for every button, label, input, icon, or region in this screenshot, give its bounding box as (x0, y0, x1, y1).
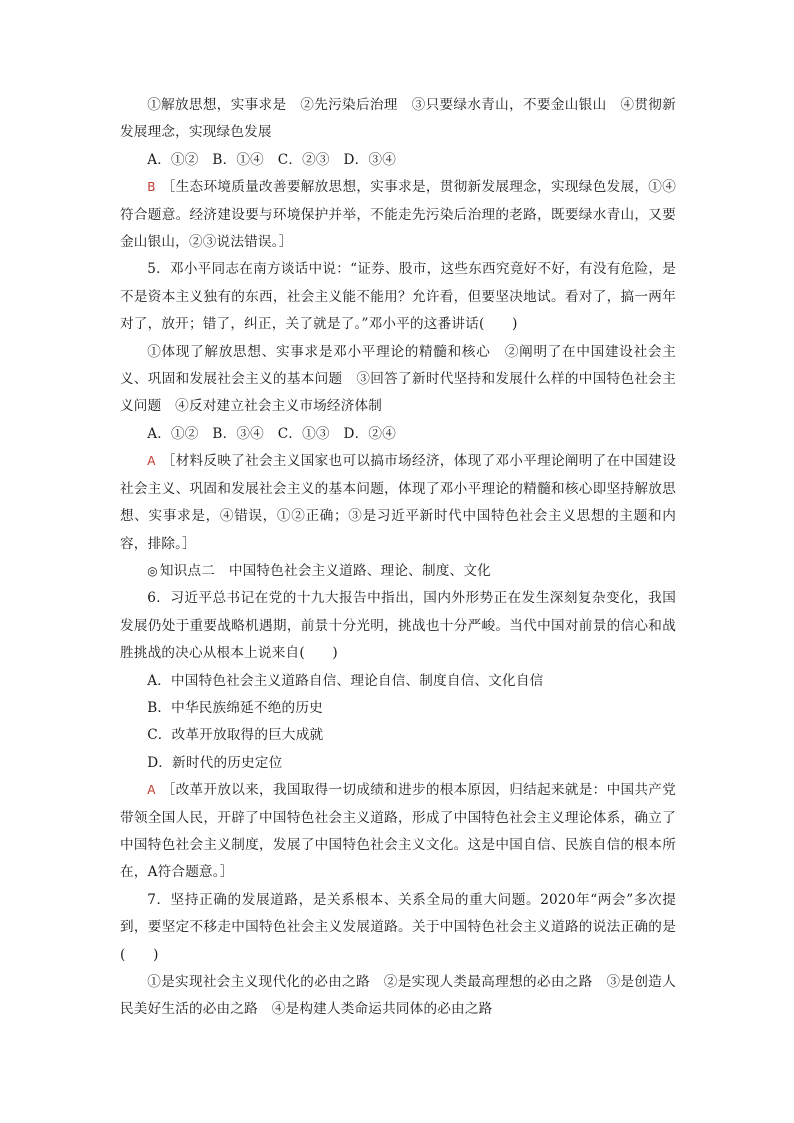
q7-stem: 7．坚持正确的发展道路，是关系根本、关系全局的重大问题。2020年“两会”多次提到，要坚定不移走中国特色社会主义发展道路。关于中国特色社会主义道路的说法正确的是( ) (120, 891, 676, 963)
q5-stem: 5．邓小平同志在南方谈话中说：“证券、股市，这些东西究竟好不好，有没有危险，是不是资本主义独有的东西，社会主义能不能用？允许看，但要坚决地试。看对了，搞一两年对了，放开；错了，纠正，关了就是了。”邓小平的这番讲话( ) (120, 261, 676, 333)
q4-statements: ①解放思想，实事求是 ②先污染后治理 ③只要绿水青山，不要金山银山 ④贯彻新发展理念，实现绿色发展 (120, 97, 676, 141)
q6-explanation: ［改革开放以来，我国取得一切成绩和进步的根本原因，归结起来就是：中国共产党带领全国人民，开辟了中国特色社会主义道路，形成了中国特色社会主义理论体系，确立了中国特色社会主义制度，发展了中国特色社会主义文化。这是中国自信、民族自信的根本所在，A符合题意。］ (120, 782, 676, 881)
section-heading (120, 558, 676, 585)
q6-explanation-block (120, 777, 676, 887)
q4-answer: B (147, 180, 156, 195)
q5-statements: ①体现了解放思想、实事求是邓小平理论的精髓和核心 ②阐明了在中国建设社会主义、巩固和发展社会主义的基本问题 ③回答了新时代坚持和发展什么样的中国特色社会主义问题 ④反对建立社会主义市场经济体制 (120, 343, 676, 415)
section-mark-icon: ◎ (147, 563, 158, 578)
q6-option-d: D．新时代的历史定位 (147, 754, 283, 771)
q5-answer: A (147, 454, 156, 469)
q6-stem: 6．习近平总书记在党的十九大报告中指出，国内外形势正在发生深刻复杂变化，我国发展仍处于重要战略机遇期，前景十分光明，挑战也十分严峻。当代中国对前景的信心和战胜挑战的决心从根本上说来自( ) (120, 590, 676, 662)
q6-option-b: B．中华民族绵延不绝的历史 (147, 699, 323, 716)
q5-explanation: ［材料反映了社会主义国家也可以搞市场经济，体现了邓小平理论阐明了在中国建设社会主义、巩固和发展社会主义的基本问题，体现了邓小平理论的精髓和核心即坚持解放思想、实事求是，④错误，①②正确；③是习近平新时代中国特色社会主义思想的主题和内容，排除。］ (120, 453, 676, 552)
q4-explanation-block (120, 174, 676, 256)
section-title: 知识点二 中国特色社会主义道路、理论、制度、文化 (159, 562, 491, 579)
q5-explanation-block (120, 448, 676, 558)
document-page (120, 92, 676, 1024)
q6-option-a: A．中国特色社会主义道路自信、理论自信、制度自信、文化自信 (147, 672, 544, 689)
q6-option-c: C．改革开放取得的巨大成就 (147, 727, 324, 744)
q4-explanation: ［生态环境质量改善要解放思想，实事求是，贯彻新发展理念，实现绿色发展，①④符合题意。经济建设要与环境保护并举，不能走先污染后治理的老路，既要绿水青山，又要金山银山，②③说法错误。］ (120, 179, 676, 251)
q6-answer: A (147, 783, 156, 798)
q4-options: A．①② B．①④ C．②③ D．③④ (147, 151, 396, 168)
q5-options: A．①② B．③④ C．①③ D．②④ (147, 425, 396, 442)
q7-statements: ①是实现社会主义现代化的必由之路 ②是实现人类最高理想的必由之路 ③是创造人民美好生活的必由之路 ④是构建人类命运共同体的必由之路 (120, 974, 676, 1018)
